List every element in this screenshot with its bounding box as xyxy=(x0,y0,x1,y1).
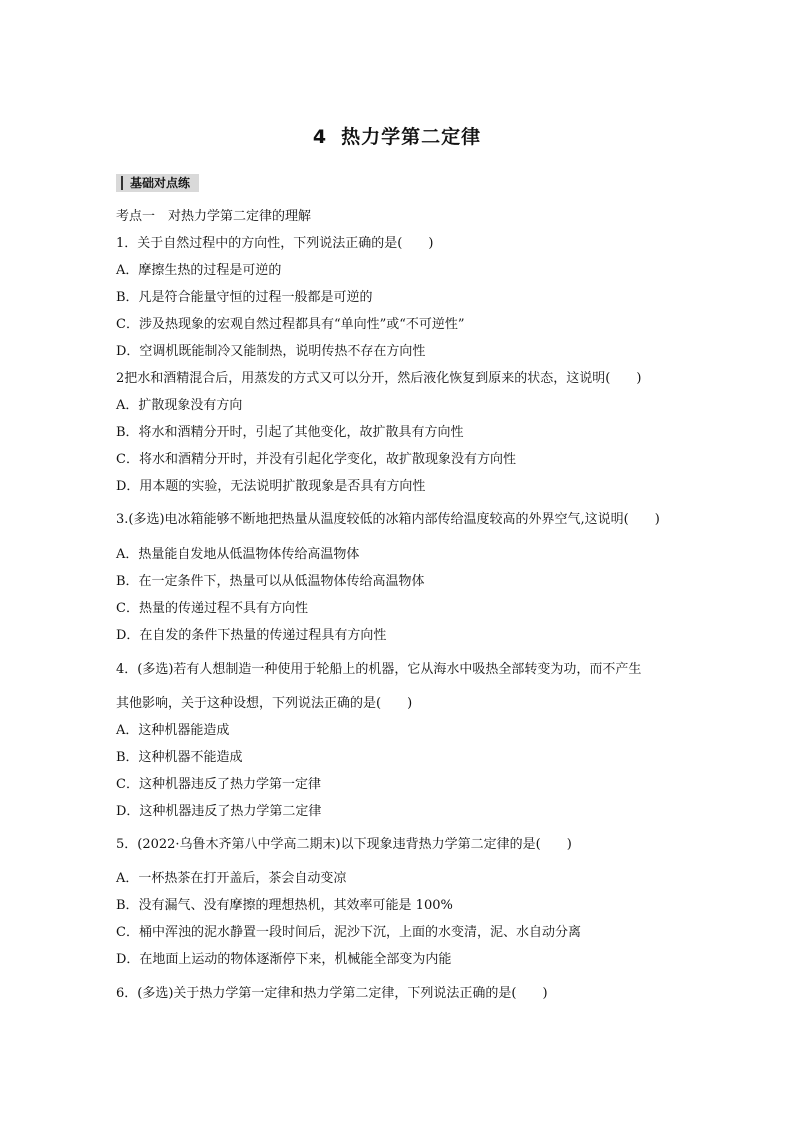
question-3-option-c: C．热量的传递过程不具有方向性 xyxy=(116,601,308,616)
question-1-option-a: A．摩擦生热的过程是可逆的 xyxy=(116,263,282,278)
question-1-stem: 1．关于自然过程中的方向性，下列说法正确的是( ) xyxy=(116,236,434,251)
kaodian-heading: 考点一 对热力学第二定律的理解 xyxy=(116,209,312,224)
question-5-option-b: B．没有漏气、没有摩擦的理想热机，其效率可能是 100% xyxy=(116,898,453,913)
question-5-stem: 5．(2022·乌鲁木齐第八中学高二期末)以下现象违背热力学第二定律的是( ) xyxy=(116,837,572,852)
question-3-stem: 3.(多选)电冰箱能够不断地把热量从温度较低的冰箱内部传给温度较高的外界空气,这说明( ) xyxy=(116,512,660,527)
question-1-option-d: D．空调机既能制冷又能制热，说明传热不存在方向性 xyxy=(116,344,426,359)
question-4-option-a: A．这种机器能造成 xyxy=(116,723,230,738)
question-3-option-d: D．在自发的条件下热量的传递过程具有方向性 xyxy=(116,628,387,643)
question-2-option-a: A．扩散现象没有方向 xyxy=(116,398,243,413)
question-4-option-c: C．这种机器违反了热力学第一定律 xyxy=(116,777,321,792)
question-5-option-a: A．一杯热茶在打开盖后，茶会自动变凉 xyxy=(116,871,347,886)
question-3-option-b: B．在一定条件下，热量可以从低温物体传给高温物体 xyxy=(116,574,425,589)
title-text: 热力学第二定律 xyxy=(341,126,482,148)
page-title xyxy=(0,122,794,149)
question-4-option-d: D．这种机器违反了热力学第二定律 xyxy=(116,804,322,819)
question-6-stem: 6．(多选)关于热力学第一定律和热力学第二定律，下列说法正确的是( ) xyxy=(116,986,548,1001)
section-tag-bar xyxy=(121,176,123,190)
section-tag-label: 基础对点练 xyxy=(130,176,191,190)
question-1-option-c: C．涉及热现象的宏观自然过程都具有“单向性”或“不可逆性” xyxy=(116,317,465,332)
question-2-stem: 2把水和酒精混合后，用蒸发的方式又可以分开，然后液化恢复到原来的状态，这说明( ) xyxy=(116,371,642,386)
question-5-option-c: C．桶中浑浊的泥水静置一段时间后，泥沙下沉，上面的水变清，泥、水自动分离 xyxy=(116,925,581,940)
question-2-option-b: B．将水和酒精分开时，引起了其他变化，故扩散具有方向性 xyxy=(116,425,464,440)
section-tag xyxy=(116,174,199,192)
question-4-option-b: B．这种机器不能造成 xyxy=(116,750,243,765)
question-5-option-d: D．在地面上运动的物体逐渐停下来，机械能全部变为内能 xyxy=(116,952,452,967)
title-number: 4 xyxy=(312,126,328,148)
question-3-option-a: A．热量能自发地从低温物体传给高温物体 xyxy=(116,547,360,562)
question-2-option-c: C．将水和酒精分开时，并没有引起化学变化，故扩散现象没有方向性 xyxy=(116,452,516,467)
question-4-stem-line-1: 4．(多选)若有人想制造一种使用于轮船上的机器，它从海水中吸热全部转变为功，而不产生 xyxy=(116,662,642,677)
question-1-option-b: B．凡是符合能量守恒的过程一般都是可逆的 xyxy=(116,290,373,305)
question-2-option-d: D．用本题的实验，无法说明扩散现象是否具有方向性 xyxy=(116,479,426,494)
question-4-stem-line-2: 其他影响，关于这种设想，下列说法正确的是( ) xyxy=(116,696,413,711)
